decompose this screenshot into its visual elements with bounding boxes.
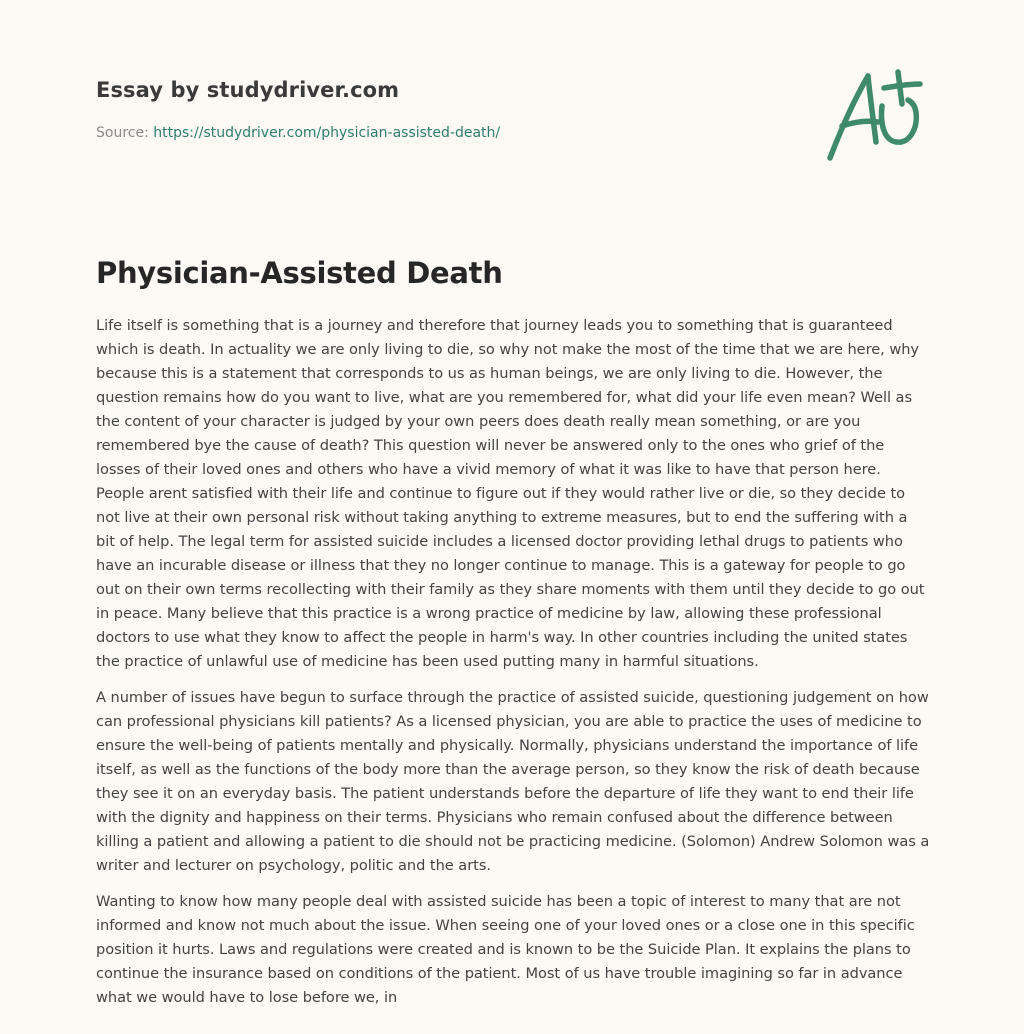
source-label: Source:	[96, 125, 149, 141]
brand-title: Essay by studydriver.com	[96, 78, 400, 102]
source-link[interactable]: https://studydriver.com/physician-assisted-death/	[153, 125, 501, 141]
source-line	[96, 123, 816, 143]
a-plus-logo-icon	[820, 62, 930, 170]
essay-title: Physician-Assisted Death	[96, 256, 503, 290]
paragraph: Life itself is something that is a journey and therefore that journey leads you to something that is guaranteed which is death. In actuality we are only living to die, so why not make the most of the time that we are here, why because this is a statement that corresponds to us as human beings, we are only living to die. However, the question remains how do you want to live, what are you remembered for, what did your life even mean? Well as the content of your character is judged by your own peers does death really mean something, or are you remembered bye the cause of death? This question will never be answered only to the ones who grief of the losses of their loved ones and others who have a vivid memory of what it was like to have that person here. People arent satisfied with their life and continue to figure out if they would rather live or die, so they decide to not live at their own personal risk without taking anything to extreme measures, but to end the suffering with a bit of help. The legal term for assisted suicide includes a licensed doctor providing lethal drugs to patients who have an incurable disease or illness that they no longer continue to manage. This is a gateway for people to go out on their own terms recollecting with their family as they share moments with them until they decide to go out in peace. Many believe that this practice is a wrong practice of medicine by law, allowing these professional doctors to use what they know to affect the people in harm's way. In other countries including the united states the practice of unlawful use of medicine has been used putting many in harmful situations.	[96, 317, 925, 670]
paragraph: Wanting to know how many people deal with assisted suicide has been a topic of interest to many that are not informed and know not much about the issue. When seeing one of your loved ones or a close one in this specific position it hurts. Laws and regulations were created and is known to be the Suicide Plan. It explains the plans to continue the insurance based on conditions of the patient. Most of us have trouble imagining so far in advance what we would have to lose before we, in	[96, 893, 915, 1006]
essay-header	[96, 75, 816, 143]
essay-body	[96, 314, 930, 1022]
paragraph: A number of issues have begun to surface through the practice of assisted suicide, questioning judgement on how can professional physicians kill patients? As a licensed physician, you are able to practice the uses of medicine to ensure the well-being of patients mentally and physically. Normally, physicians understand the importance of life itself, as well as the functions of the body more than the average person, so they know the risk of death because they see it on an everyday basis. The patient understands before the departure of life they want to end their life with the dignity and happiness on their terms. Physicians who remain confused about the difference between killing a patient and allowing a patient to die should not be practicing medicine. (Solomon) Andrew Solomon was a writer and lecturer on psychology, politic and the arts.	[96, 689, 930, 874]
